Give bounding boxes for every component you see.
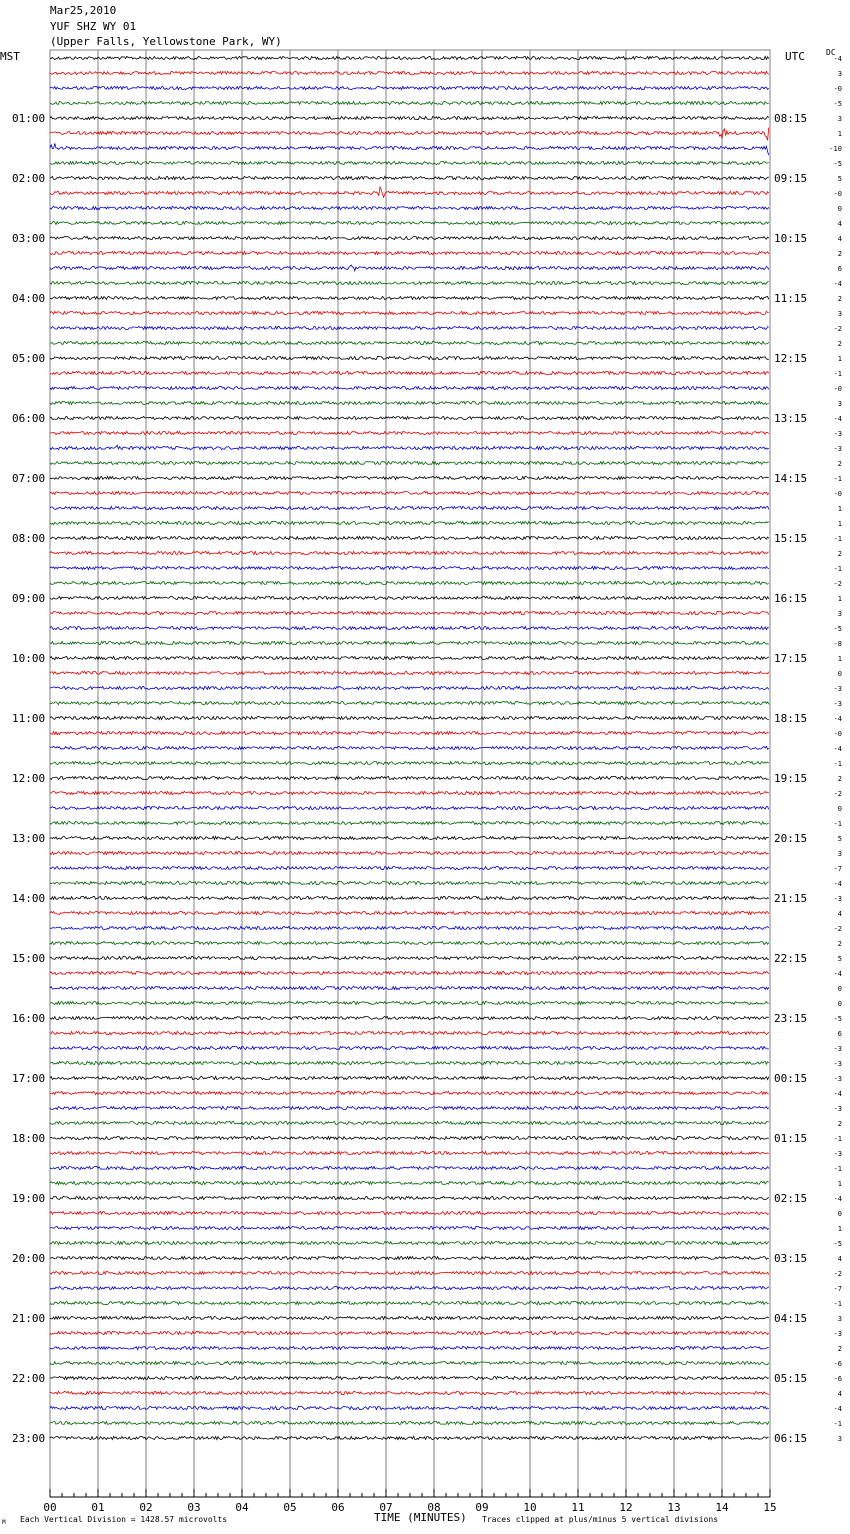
trace-60	[50, 956, 769, 959]
x-axis-title: TIME (MINUTES)	[374, 1511, 467, 1524]
dc-offset-label: -3	[833, 1075, 842, 1083]
dc-offset-label: 0	[837, 805, 842, 813]
mst-hour-label: 08:00	[12, 532, 46, 545]
dc-offset-label: -1	[833, 820, 842, 828]
mst-hour-label: 19:00	[12, 1192, 46, 1205]
trace-44	[50, 716, 769, 719]
dc-offset-label: 3	[837, 610, 842, 618]
dc-offset-label: 2	[837, 295, 842, 303]
dc-offset-label: -3	[833, 1330, 842, 1338]
x-tick-label: 06	[331, 1501, 345, 1514]
dc-offset-label: -1	[833, 1165, 842, 1173]
x-tick-label: 14	[715, 1501, 729, 1514]
utc-hour-label: 20:15	[774, 832, 808, 845]
dc-offset-label: 1	[837, 130, 842, 138]
dc-offset-label: 0	[837, 985, 842, 993]
utc-hour-label: 23:15	[774, 1012, 808, 1025]
trace-41	[50, 671, 769, 674]
dc-offset-label: -0	[833, 490, 842, 498]
dc-offset-label: -4	[833, 55, 842, 63]
dc-offset-label: -0	[833, 85, 842, 93]
trace-8	[50, 176, 769, 179]
dc-offset-label: -0	[833, 385, 842, 393]
dc-offset-label: 3	[837, 310, 842, 318]
trace-43	[50, 701, 769, 704]
trace-83	[50, 1301, 769, 1304]
mst-hour-label: 22:00	[12, 1372, 46, 1385]
trace-1	[50, 71, 769, 74]
mst-hour-label: 13:00	[12, 832, 46, 845]
dc-offset-label: -4	[833, 970, 842, 978]
dc-offset-label: 4	[837, 1390, 842, 1398]
trace-53	[50, 851, 769, 854]
trace-36	[50, 596, 769, 599]
dc-offset-label: -2	[833, 1270, 842, 1278]
dc-offset-label: 2	[837, 1120, 842, 1128]
dc-offset-label: -5	[833, 1240, 842, 1248]
trace-3	[50, 101, 769, 104]
mst-hour-label: 05:00	[12, 352, 46, 365]
x-tick-label: 01	[91, 1501, 105, 1514]
x-tick-label: 15	[763, 1501, 777, 1514]
trace-74	[50, 1166, 769, 1169]
dc-offset-label: 1	[837, 1180, 842, 1188]
trace-24	[50, 416, 769, 419]
dc-offset-label: 3	[837, 850, 842, 858]
dc-offset-label: -2	[833, 580, 842, 588]
dc-offset-label: -4	[833, 280, 842, 288]
utc-hour-label: 17:15	[774, 652, 808, 665]
x-tick-label: 07	[379, 1501, 393, 1514]
trace-86	[50, 1346, 769, 1349]
trace-group	[50, 56, 769, 1439]
utc-hour-label: 13:15	[774, 412, 808, 425]
dc-offset-label: 4	[837, 235, 842, 243]
dc-offset-label: 1	[837, 655, 842, 663]
trace-29	[50, 491, 769, 494]
trace-84	[50, 1316, 769, 1319]
trace-67	[50, 1061, 769, 1064]
dc-offset-label: -3	[833, 685, 842, 693]
trace-92	[50, 1436, 769, 1439]
dc-offset-label: -6	[833, 1375, 842, 1383]
dc-offset-label: 3	[837, 1435, 842, 1443]
dc-offset-label: -4	[833, 880, 842, 888]
trace-61	[50, 971, 769, 974]
dc-offset-label: -10	[829, 145, 842, 153]
dc-offset-label: 6	[837, 265, 842, 273]
trace-28	[50, 476, 769, 479]
dc-offset-label: -8	[833, 640, 842, 648]
dc-offset-label: 2	[837, 775, 842, 783]
trace-34	[50, 566, 769, 569]
trace-76	[50, 1196, 769, 1199]
trace-6	[50, 143, 769, 155]
x-tick-label: 02	[139, 1501, 153, 1514]
trace-31	[50, 521, 769, 524]
trace-77	[50, 1211, 769, 1214]
dc-offset-label: -0	[833, 190, 842, 198]
utc-hour-label: 08:15	[774, 112, 808, 125]
mst-hour-label: 17:00	[12, 1072, 46, 1085]
dc-offset-label: -3	[833, 1150, 842, 1158]
trace-21	[50, 371, 769, 374]
utc-hour-label: 18:15	[774, 712, 808, 725]
mst-hour-label: 10:00	[12, 652, 46, 665]
dc-offset-label: -1	[833, 535, 842, 543]
dc-offset-label: 4	[837, 910, 842, 918]
dc-offset-label: -4	[833, 415, 842, 423]
dc-offset-label: -5	[833, 160, 842, 168]
trace-52	[50, 836, 769, 839]
trace-23	[50, 401, 769, 404]
trace-75	[50, 1181, 769, 1184]
dc-offset-label: -2	[833, 790, 842, 798]
trace-16	[50, 296, 769, 299]
utc-hour-label: 10:15	[774, 232, 808, 245]
dc-offset-label: 6	[837, 1030, 842, 1038]
trace-59	[50, 941, 769, 944]
utc-hour-label: 02:15	[774, 1192, 808, 1205]
utc-hour-label: 12:15	[774, 352, 808, 365]
scale-note: Each Vertical Division = 1428.57 microvolts	[20, 1515, 228, 1524]
x-tick-label: 11	[571, 1501, 585, 1514]
trace-30	[50, 506, 769, 509]
trace-42	[50, 686, 769, 689]
trace-70	[50, 1106, 769, 1109]
dc-offset-label: 5	[837, 835, 842, 843]
trace-58	[50, 926, 769, 929]
x-tick-label: 09	[475, 1501, 489, 1514]
dc-offset-label: 0	[837, 1000, 842, 1008]
trace-33	[50, 551, 769, 554]
mst-hour-label: 09:00	[12, 592, 46, 605]
utc-hour-label: 09:15	[774, 172, 808, 185]
trace-81	[50, 1271, 769, 1274]
dc-offset-label: -2	[833, 925, 842, 933]
trace-79	[50, 1241, 769, 1244]
dc-offset-label: -1	[833, 1420, 842, 1428]
trace-5	[50, 128, 769, 141]
trace-45	[50, 731, 769, 734]
trace-15	[50, 281, 769, 284]
mst-hour-label: 03:00	[12, 232, 46, 245]
utc-hour-label: 16:15	[774, 592, 808, 605]
dc-offset-label: 3	[837, 1315, 842, 1323]
dc-offset-label: -5	[833, 100, 842, 108]
x-tick-label: 10	[523, 1501, 537, 1514]
x-tick-label: 12	[619, 1501, 633, 1514]
dc-offset-label: -7	[833, 865, 842, 873]
dc-offset-label: 1	[837, 355, 842, 363]
utc-hour-label: 14:15	[774, 472, 808, 485]
mst-hour-label: 06:00	[12, 412, 46, 425]
dc-offset-label: -1	[833, 565, 842, 573]
dc-offset-label: -1	[833, 370, 842, 378]
utc-hour-label: 01:15	[774, 1132, 808, 1145]
trace-55	[50, 881, 769, 884]
trace-11	[50, 221, 769, 224]
trace-18	[50, 326, 769, 329]
trace-17	[50, 311, 769, 314]
dc-offset-label: -4	[833, 715, 842, 723]
trace-46	[50, 746, 769, 749]
trace-19	[50, 341, 769, 344]
trace-69	[50, 1091, 769, 1094]
mst-hour-label: 23:00	[12, 1432, 46, 1445]
trace-37	[50, 611, 769, 614]
trace-57	[50, 911, 769, 914]
dc-offset-label: -5	[833, 1015, 842, 1023]
trace-12	[50, 236, 769, 239]
dc-offset-label: 2	[837, 460, 842, 468]
x-tick-label: 08	[427, 1501, 441, 1514]
trace-51	[50, 821, 769, 824]
dc-offset-label: -3	[833, 1060, 842, 1068]
clip-note: Traces clipped at plus/minus 5 vertical divisions	[482, 1515, 719, 1524]
mst-hour-label: 20:00	[12, 1252, 46, 1265]
trace-7	[50, 161, 769, 164]
dc-offset-label: -3	[833, 430, 842, 438]
trace-25	[50, 431, 769, 434]
trace-9	[50, 187, 769, 197]
trace-56	[50, 896, 769, 899]
dc-offset-label: 0	[837, 205, 842, 213]
x-tick-label: 00	[43, 1501, 57, 1514]
dc-offset-label: 3	[837, 115, 842, 123]
dc-offset-label: -4	[833, 1090, 842, 1098]
mst-hour-label: 18:00	[12, 1132, 46, 1145]
dc-offset-label: -1	[833, 1135, 842, 1143]
utc-hour-label: 04:15	[774, 1312, 808, 1325]
dc-offset-label: 2	[837, 340, 842, 348]
dc-offset-label: 2	[837, 550, 842, 558]
mst-hour-label: 11:00	[12, 712, 46, 725]
mst-hour-label: 12:00	[12, 772, 46, 785]
trace-68	[50, 1076, 769, 1079]
utc-hour-label: 03:15	[774, 1252, 808, 1265]
trace-63	[50, 1001, 769, 1004]
dc-offset-label: 2	[837, 250, 842, 258]
trace-35	[50, 581, 769, 584]
dc-label: DC	[826, 48, 836, 57]
x-tick-label: 04	[235, 1501, 249, 1514]
dc-offset-label: -1	[833, 475, 842, 483]
trace-22	[50, 386, 769, 389]
label-group	[12, 55, 842, 1445]
dc-offset-label: -6	[833, 1360, 842, 1368]
trace-32	[50, 536, 769, 539]
x-tick-label: 05	[283, 1501, 297, 1514]
trace-20	[50, 356, 769, 359]
trace-48	[50, 776, 769, 779]
trace-2	[50, 86, 769, 89]
trace-26	[50, 445, 769, 450]
dc-offset-label: 5	[837, 955, 842, 963]
mst-hour-label: 04:00	[12, 292, 46, 305]
dc-offset-label: -3	[833, 700, 842, 708]
trace-38	[50, 626, 769, 629]
dc-offset-label: 5	[837, 175, 842, 183]
utc-hour-label: 11:15	[774, 292, 808, 305]
trace-10	[50, 206, 769, 209]
station-location: (Upper Falls, Yellowstone Park, WY)	[50, 35, 282, 48]
trace-27	[50, 461, 769, 464]
dc-offset-label: -1	[833, 760, 842, 768]
dc-offset-label: -4	[833, 1405, 842, 1413]
dc-offset-label: -3	[833, 895, 842, 903]
dc-offset-label: 1	[837, 595, 842, 603]
trace-47	[50, 761, 769, 764]
dc-offset-label: 0	[837, 670, 842, 678]
utc-hour-label: 15:15	[774, 532, 808, 545]
corner-mark: M	[2, 1519, 6, 1526]
trace-49	[50, 791, 769, 794]
trace-14	[50, 265, 769, 271]
mst-hour-label: 01:00	[12, 112, 46, 125]
dc-offset-label: -5	[833, 625, 842, 633]
trace-82	[50, 1286, 769, 1289]
trace-65	[50, 1031, 769, 1034]
dc-offset-label: 2	[837, 1345, 842, 1353]
dc-offset-label: -4	[833, 1195, 842, 1203]
utc-hour-label: 21:15	[774, 892, 808, 905]
dc-offset-label: -3	[833, 1105, 842, 1113]
trace-89	[50, 1391, 769, 1394]
trace-91	[50, 1421, 769, 1424]
mst-hour-label: 15:00	[12, 952, 46, 965]
trace-87	[50, 1361, 769, 1364]
dc-offset-label: 0	[837, 1210, 842, 1218]
utc-hour-label: 00:15	[774, 1072, 808, 1085]
dc-offset-label: -0	[833, 730, 842, 738]
mst-hour-label: 21:00	[12, 1312, 46, 1325]
mst-hour-label: 07:00	[12, 472, 46, 485]
trace-73	[50, 1151, 769, 1154]
mst-hour-label: 02:00	[12, 172, 46, 185]
mst-label: MST	[0, 50, 20, 63]
trace-88	[50, 1376, 769, 1379]
dc-offset-label: 1	[837, 1225, 842, 1233]
utc-hour-label: 06:15	[774, 1432, 808, 1445]
trace-0	[50, 56, 769, 59]
trace-71	[50, 1121, 769, 1124]
dc-offset-label: -7	[833, 1285, 842, 1293]
record-date: Mar25,2010	[50, 4, 117, 17]
dc-offset-label: 4	[837, 1255, 842, 1263]
dc-offset-label: -4	[833, 745, 842, 753]
mst-hour-label: 16:00	[12, 1012, 46, 1025]
utc-hour-label: 22:15	[774, 952, 808, 965]
utc-label: UTC	[785, 50, 805, 63]
dc-offset-label: -3	[833, 445, 842, 453]
trace-80	[50, 1256, 769, 1259]
trace-85	[50, 1331, 769, 1334]
dc-offset-label: -2	[833, 325, 842, 333]
mst-hour-label: 14:00	[12, 892, 46, 905]
utc-hour-label: 19:15	[774, 772, 808, 785]
dc-offset-label: 2	[837, 940, 842, 948]
dc-offset-label: 4	[837, 220, 842, 228]
trace-50	[50, 806, 769, 809]
x-tick-label: 13	[667, 1501, 681, 1514]
trace-13	[50, 251, 769, 254]
trace-90	[50, 1406, 769, 1409]
utc-hour-label: 05:15	[774, 1372, 808, 1385]
trace-4	[50, 116, 769, 119]
trace-78	[50, 1226, 769, 1229]
dc-offset-label: 3	[837, 70, 842, 78]
trace-40	[50, 656, 769, 659]
trace-39	[50, 641, 769, 644]
dc-offset-label: 1	[837, 505, 842, 513]
trace-66	[50, 1046, 769, 1049]
dc-offset-label: -1	[833, 1300, 842, 1308]
trace-64	[50, 1016, 769, 1019]
trace-72	[50, 1136, 769, 1139]
station-code: YUF SHZ WY 01	[50, 20, 137, 33]
dc-offset-label: 3	[837, 400, 842, 408]
dc-offset-label: 1	[837, 520, 842, 528]
dc-offset-label: -3	[833, 1045, 842, 1053]
trace-62	[50, 986, 769, 989]
trace-54	[50, 866, 769, 869]
x-tick-label: 03	[187, 1501, 201, 1514]
